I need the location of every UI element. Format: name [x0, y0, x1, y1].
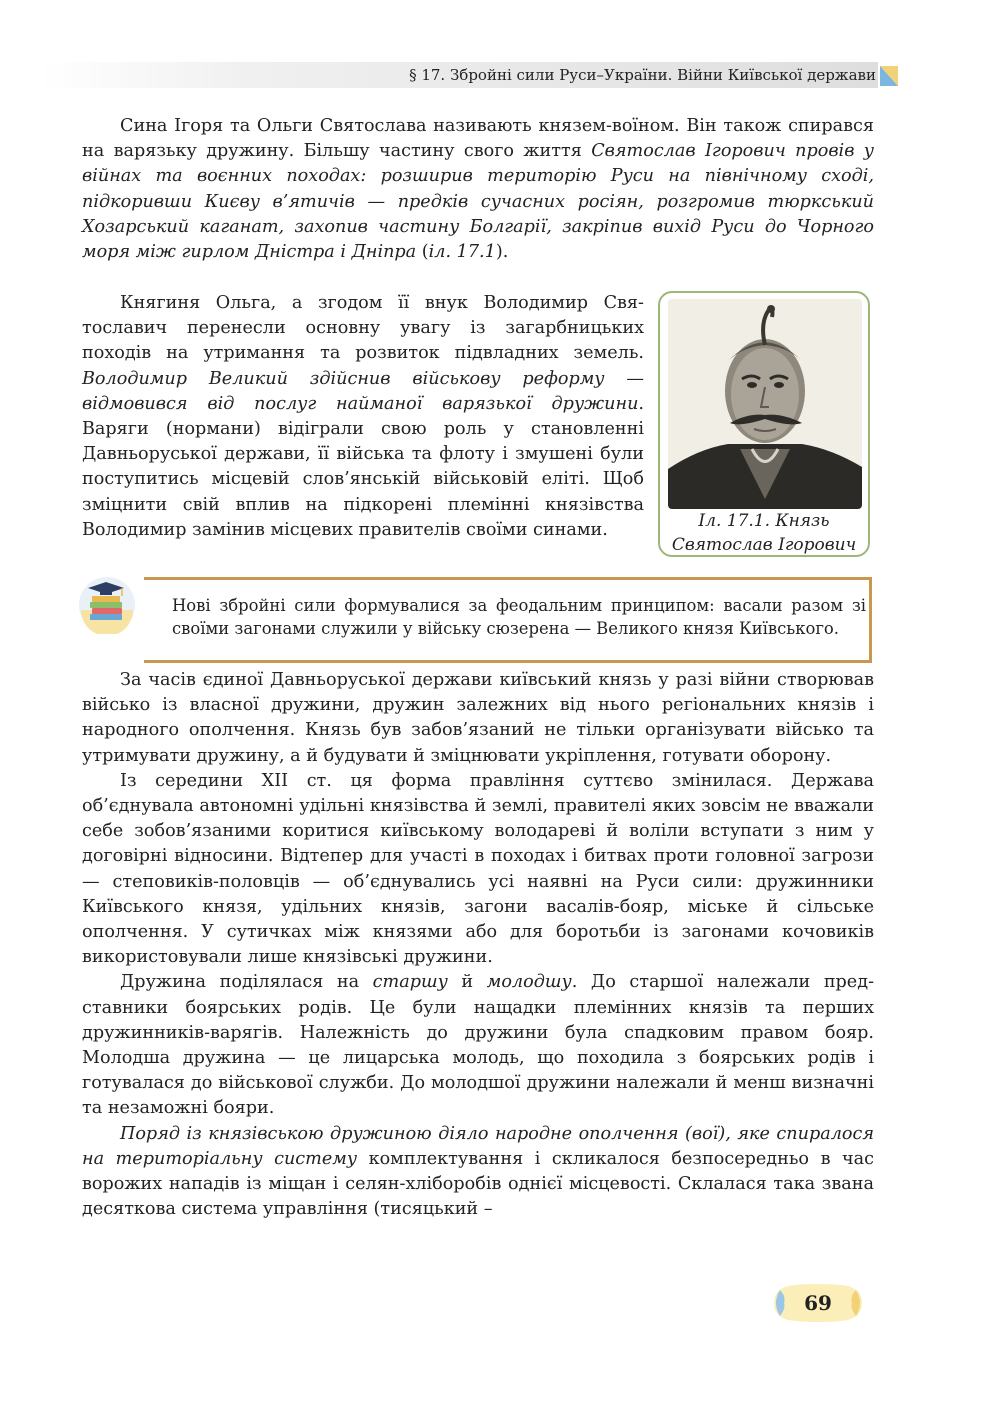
callout-text: Нові збройні сили формувалися за феодальним принципом: васали разом зі своїми загонами служили у війську сюзерена — Великого князя Київського.: [172, 596, 866, 638]
page-number-tab: [770, 1284, 866, 1322]
paragraph-6: Поряд із князівською дружиною діяло народне ополчення (вої), яке спиралося на територіальну систему комплектування і скликалося безпосередньо в час ворожих нападів із міщан і селян-хліборобів однієї місцевості. Склалася така звана десяткова система управління (тисяцький –: [82, 1123, 874, 1220]
books-graduation-cap-icon: [78, 576, 136, 634]
caption-line-1: Іл. 17.1. Князь: [698, 511, 830, 531]
page-number: 69: [804, 1291, 832, 1315]
portrait-image: [668, 299, 862, 509]
paragraph-2: Княгиня Ольга, а згодом її внук Володимир Святославич перенесли основну увагу із загарбницьких походів на утримання та розвиток підвладних земель. Володимир Великий здійснив військову реформу — відмовився від послуг найманої варязької дружини. Варяги (нормани) відіграли свою роль у становленні Давньоруської держави, її війська та флоту і змушені були поступитись місцевій слов’янській військовій еліті. Щоб зміцнити свій вплив на підкорені племінні князівства Володимир замінив місцевих правителів своїми синами.: [82, 293, 644, 540]
paragraph-5: Дружина поділялася на старшу й молодшу. До старшої належали представники боярських родів. Це були нащадки племінних князів та перших дружинників-варягів. Належність до дружини була спадковим правом бояр. Молодша дружина — це лицарська молодь, що походила з боярських родів і готувалася до військової служби. До молодшої дружини належали й менш визначні та незаможні бояри.: [82, 972, 875, 1119]
figure-17-1: [658, 291, 870, 557]
main-text: [82, 668, 874, 1222]
running-header: § 17. Збройні сили Руси–України. Війни Київської держави: [409, 66, 876, 84]
header-corner-decoration: [880, 66, 898, 86]
figure-caption: [660, 509, 868, 557]
paragraph-1: Сина Ігоря та Ольги Святослава називають князем-воїном. Він також спирався на варязьку дружину. Більшу частину свого життя Святослав Ігорович провів у війнах та воєнних походах: розширив територію Руси на північному сході, підкоривши Києву в’ятичів — предків сучасних росіян, розгромив тюркський Хозарський каганат, захопив частину Болгарії, закріпив вихід Руси до Чорного моря між гирлом Дністра і Дніпра (іл. 17.1).: [82, 116, 874, 263]
caption-line-2: Святослав Ігорович: [671, 535, 857, 555]
paragraph-3: За часів єдиної Давньоруської держави київський князь у разі війни створював військо із власної дружини, дружин залежних від нього регіональних князів і народного ополчення. Князь був забов’язаний не тільки організувати військо та утримувати дружину, а й будувати й зміцнювати укріплення, готувати оборону.: [82, 670, 874, 766]
paragraph-4: Із середини XII ст. ця форма правління суттєво змінилася. Держава об’єднувала автономні удільні князівства й землі, правителі яких зовсім не вважали себе зобов’язаними коритися київському володареві й воліли вступати з ним у договірні відносини. Відтепер для участі в походах і битвах проти головної загрози — степовиків-половців — об’єднувались усі наявні на Руси сили: дружинники Київського князя, удільних князів, загони васалів-бояр, міське й сільське ополчення. У сутичках між князями або для боротьби із загонами кочовиків використовували лише князівські дружини.: [82, 770, 874, 968]
portrait-engraving: [668, 299, 862, 509]
